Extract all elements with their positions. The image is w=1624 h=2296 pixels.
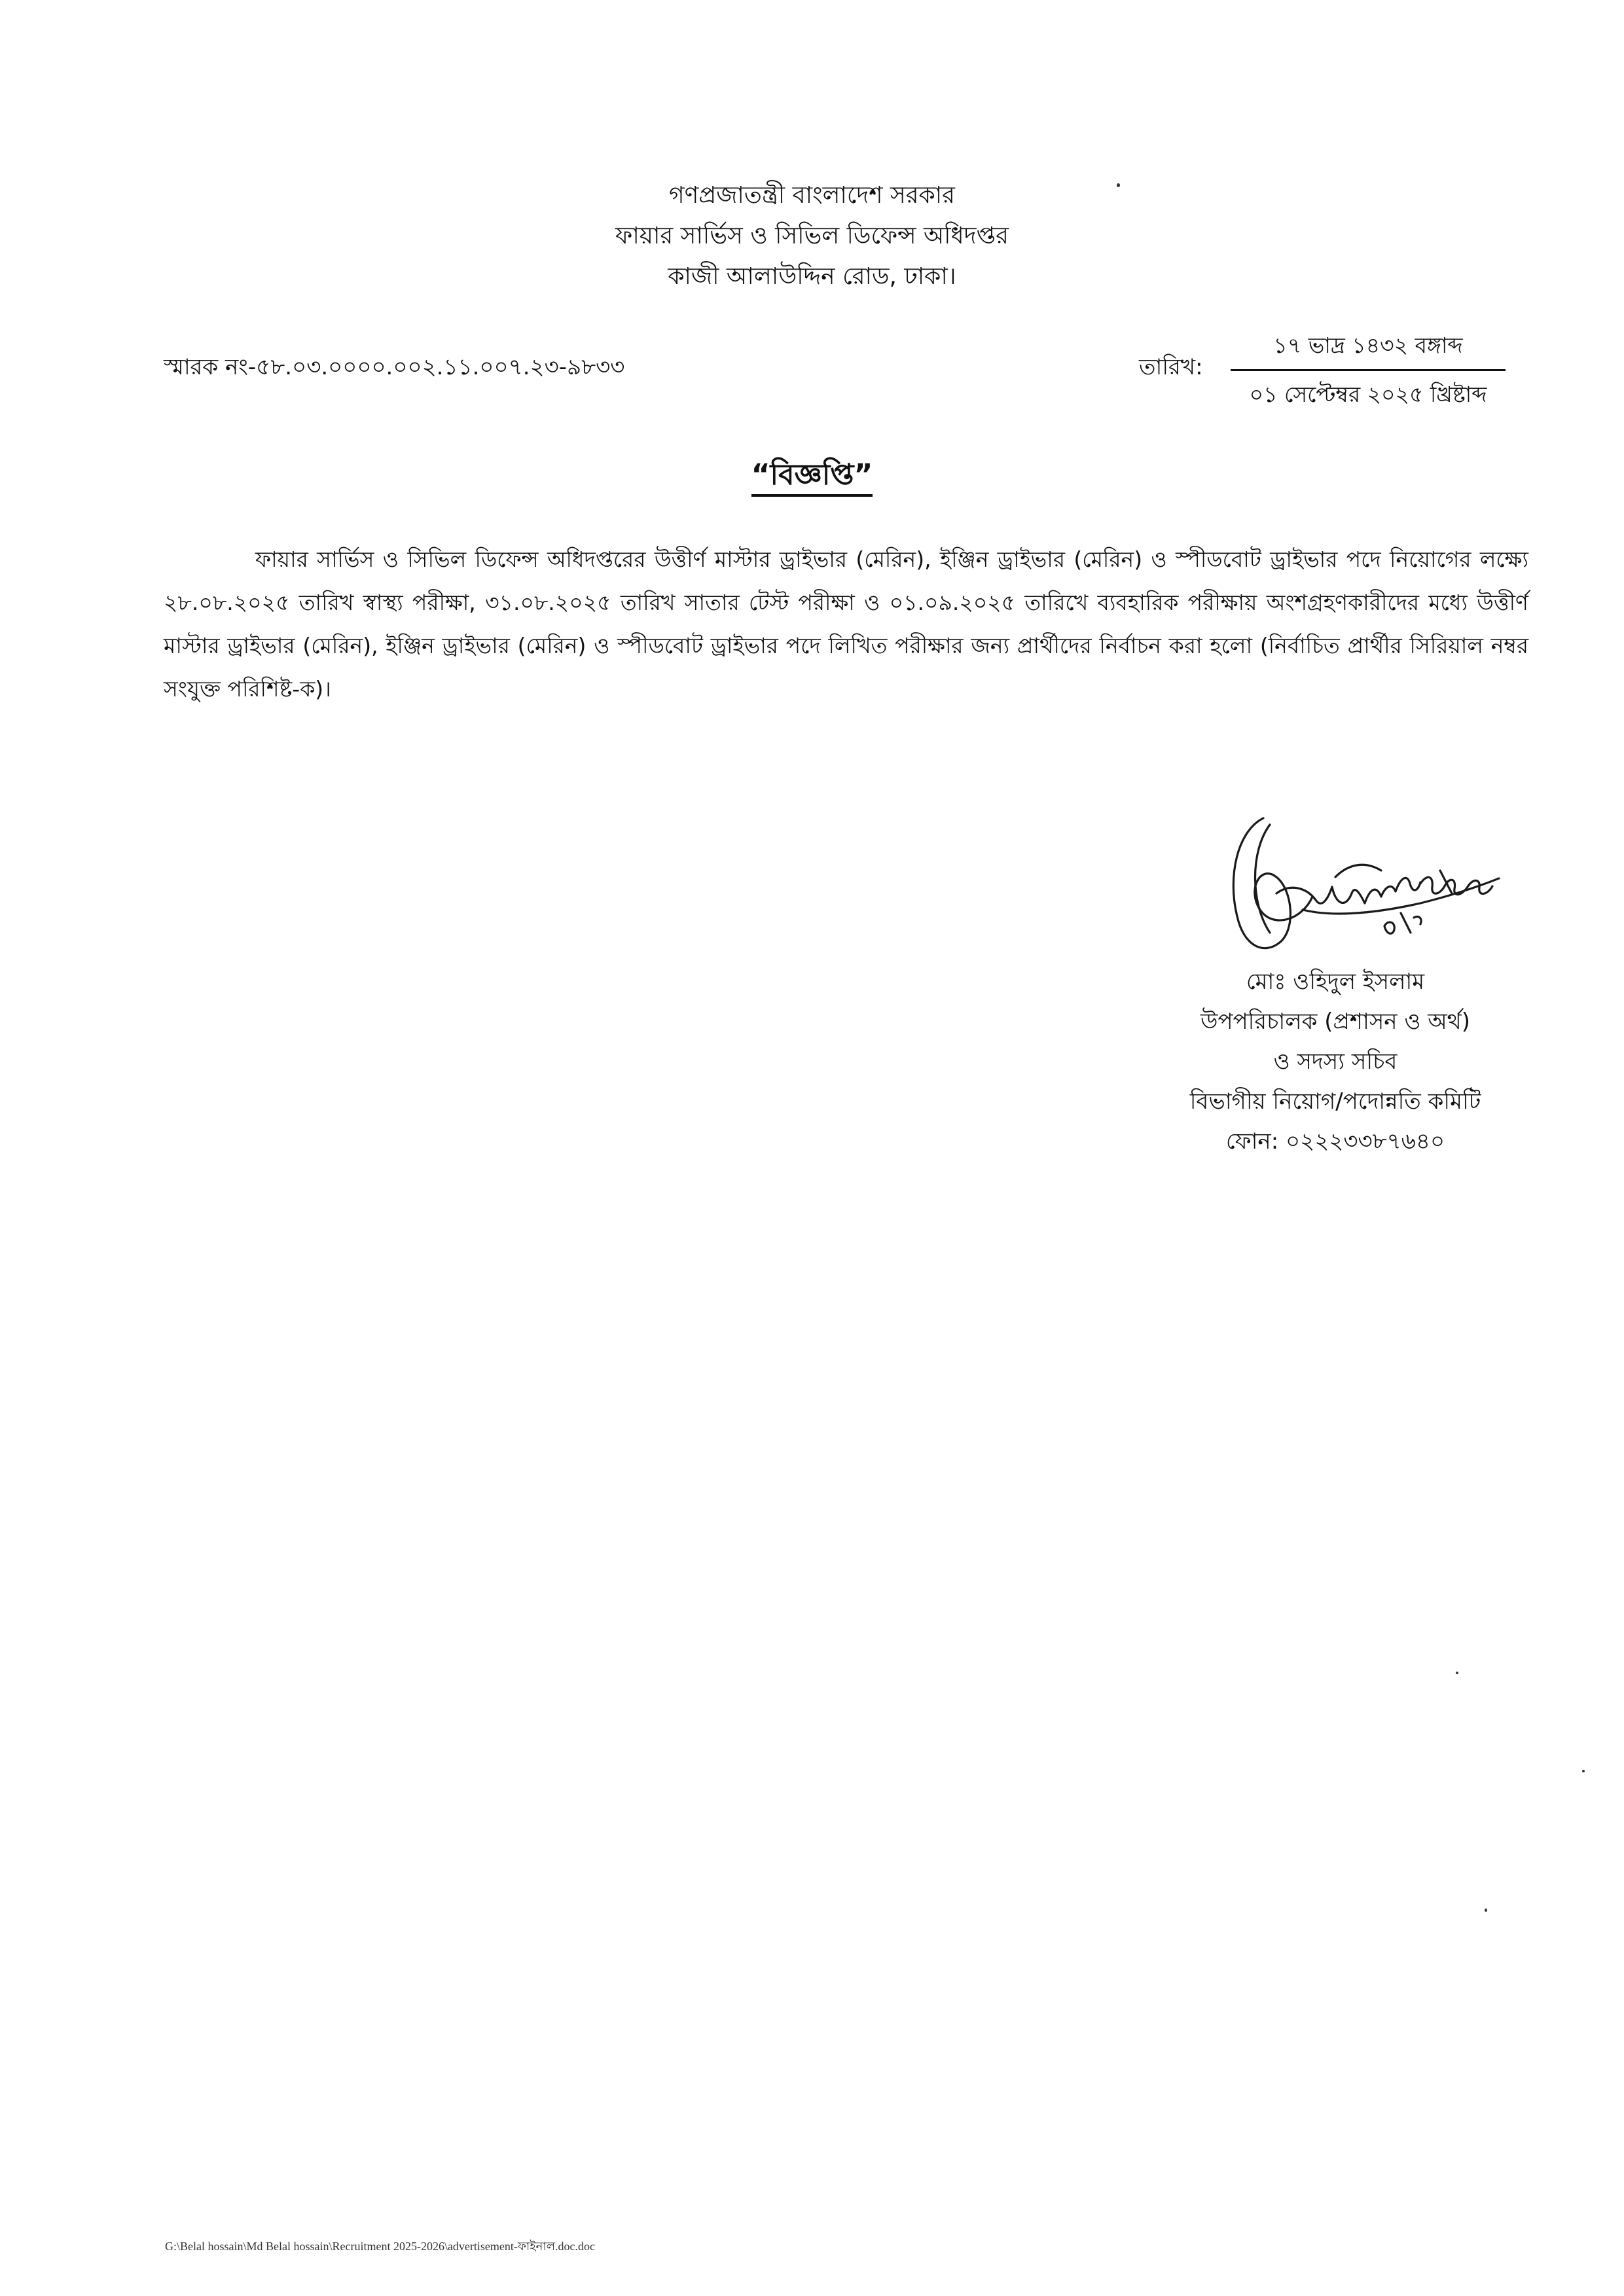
- signatory-role: ও সদস্য সচিব: [1273, 1049, 1398, 1075]
- office-address: কাজী আলাউদ্দিন রোড, ঢাকা।: [668, 263, 956, 290]
- department-name: ফায়ার সার্ভিস ও সিভিল ডিফেন্স অধিদপ্তর: [615, 223, 1009, 249]
- scan-speck: [1117, 183, 1120, 187]
- signatory-committee: বিভাগীয় নিয়োগ/পদোন্নতি কমিটি: [1189, 1088, 1481, 1115]
- signatory-block: [1113, 962, 1558, 1162]
- notice-title: [0, 453, 1624, 501]
- office-header: [0, 175, 1624, 297]
- scan-speck: [1456, 1672, 1458, 1674]
- footer-file-path: G:\Belal hossain\Md Belal hossain\Recruitment 2025-2026\advertisement-ফাইনাল.doc.doc: [165, 2240, 595, 2253]
- notice-body: ফায়ার সার্ভিস ও সিভিল ডিফেন্স অধিদপ্তরের উত্তীর্ণ মাস্টার ড্রাইভার (মেরিন), ইঞ্জিন ড্রাইভার (মেরিন) ও স্পীডবোট ড্রাইভার পদে নিয়োগের লক্ষ্যে ২৮.০৮.২০২৫ তারিখ স্বাস্থ্য পরীক্ষা, ৩১.০৮.২০২৫ তারিখ সাতার টেস্ট পরীক্ষা ও ০১.০৯.২০২৫ তারিখে ব্যবহারিক পরীক্ষায় অংশগ্রহণকারীদের মধ্যে উত্তীর্ণ মাস্টার ড্রাইভার (মেরিন), ইঞ্জিন ড্রাইভার (মেরিন) ও স্পীডবোট ড্রাইভার পদে লিখিত পরীক্ষার জন্য প্রার্থীদের নির্বাচন করা হলো (নির্বাচিত প্রার্থীর সিরিয়াল নম্বর সংযুক্ত পরিশিষ্ট-ক)।: [164, 547, 1528, 702]
- date-english: ০১ সেপ্টেম্বর ২০২৫ খ্রিষ্টাব্দ: [1249, 382, 1487, 407]
- signatory-name: মোঃ ওহিদুল ইসলাম: [1246, 969, 1425, 995]
- signatory-designation: উপপরিচালক (প্রশাসন ও অর্থ): [1200, 1009, 1470, 1035]
- notice-title-text: “বিজ্ঞপ্তি”: [751, 458, 873, 497]
- date-bangla: ১৭ ভাদ্র ১৪৩২ বঙ্গাব্দ: [1231, 329, 1506, 371]
- signatory-phone: ফোন: ০২২২৩৩৮৭৬৪০: [1225, 1128, 1445, 1155]
- scan-speck: [1485, 1909, 1487, 1912]
- date-label: তারিখ:: [1139, 354, 1203, 380]
- scan-speck: [1582, 1770, 1585, 1772]
- date-block: [1231, 329, 1506, 414]
- memo-number: স্মারক নং-৫৮.০৩.০০০০.০০২.১১.০০৭.২৩-৯৮৩৩: [164, 354, 625, 380]
- government-name: গণপ্রজাতন্ত্রী বাংলাদেশ সরকার: [668, 182, 955, 209]
